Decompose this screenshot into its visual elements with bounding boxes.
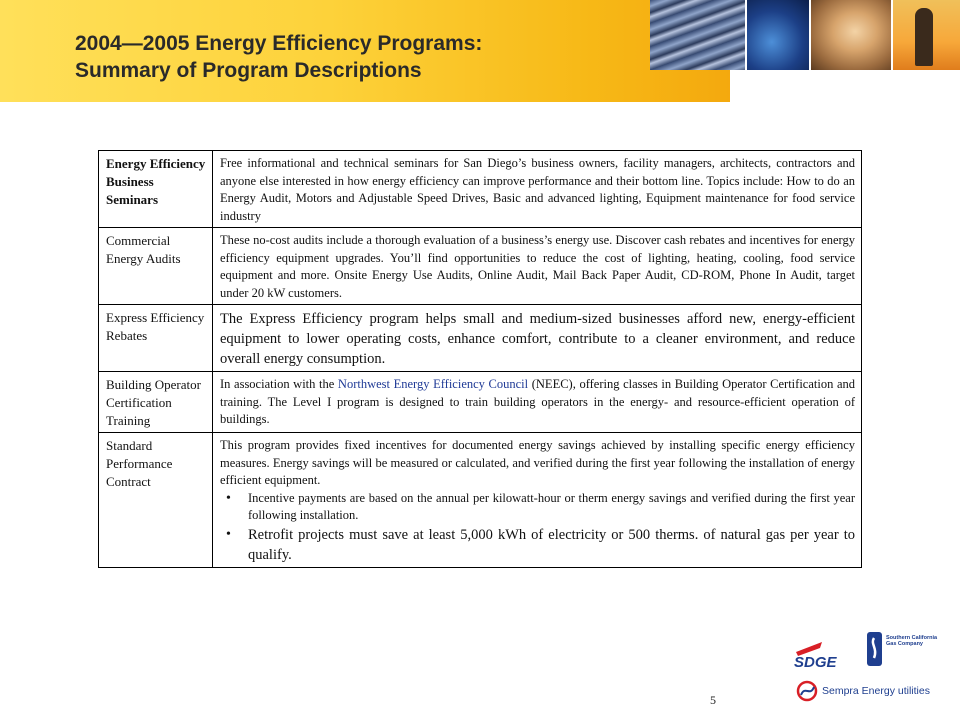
- program-description: [213, 433, 861, 567]
- title-line-2: Summary of Program Descriptions: [75, 59, 422, 82]
- laptop-photo: [747, 0, 809, 70]
- table-row: [99, 228, 861, 305]
- table-row: [99, 433, 861, 567]
- sempra-logo: [796, 678, 946, 706]
- page-number: 5: [710, 693, 716, 707]
- table-row: [99, 305, 861, 372]
- title-line-1: 2004—2005 Energy Efficiency Programs:: [75, 32, 483, 55]
- woman-photo: [811, 0, 891, 70]
- program-description: Free informational and technical seminars for San Diego’s business owners, facility managers, architects, contractors and anyone else interested in how energy efficiency can improve performance and their bottom line. Topics include: How to do an Energy Audit, Motors and Adjustable Speed Drives, Basic and advanced lighting, Equipment maintenance for food service industry: [220, 156, 855, 223]
- program-name: Energy Efficiency Business Seminars: [99, 151, 213, 227]
- page-title: [75, 30, 482, 84]
- program-description: The Express Efficiency program helps small and medium-sized businesses afford new, energy-efficient equipment to lower operating costs, enhance comfort, contribute to a cleaner environment, and reduce overall energy consumption.: [220, 311, 855, 367]
- bullet-item: • Incentive payments are based on the annual per kilowatt-hour or therm energy savings and verified during the first year following installation.: [220, 490, 855, 525]
- socalgas-logo-text: Southern California Gas Company: [886, 635, 938, 648]
- lineworker-photo: [893, 0, 960, 70]
- header-photo-strip: [650, 0, 960, 70]
- description-text: This program provides fixed incentives for documented energy savings achieved by installing specific energy efficiency measures. Energy savings will be measured or calculated, and verified during the first year following the installation of energy efficient equipment.: [220, 438, 855, 487]
- program-description: [213, 372, 861, 432]
- program-description: These no-cost audits include a thorough evaluation of a business’s energy use. Discover cash rebates and incentives for energy efficiency equipment upgrades. You’ll find opportunities to reduce the cost of lighting, heating, cooling, food service equipment and more. Onsite Energy Use Audits, Online Audit, Mail Back Paper Audit, CD-ROM, Phone In Audit, target under 20 kW customers.: [220, 233, 855, 300]
- table-row: [99, 151, 861, 228]
- socalgas-logo: [866, 628, 938, 672]
- neec-link[interactable]: Northwest Energy Efficiency Council: [337, 377, 529, 391]
- program-name: Standard Performance Contract: [99, 433, 213, 567]
- program-name: Building Operator Certification Training: [99, 372, 213, 432]
- header-banner: [0, 0, 730, 102]
- table-row: [99, 372, 861, 433]
- program-name: Commercial Energy Audits: [99, 228, 213, 304]
- programs-table: [98, 150, 862, 568]
- bullet-list: [220, 490, 855, 565]
- sdge-logo: [792, 640, 844, 670]
- sempra-logo-text: Sempra Energy utilities: [822, 685, 930, 697]
- svg-text:SDGE: SDGE: [794, 654, 837, 670]
- description-text: In association with the: [220, 377, 338, 391]
- program-name: Express Efficiency Rebates: [99, 305, 213, 371]
- bullet-item: • Retrofit projects must save at least 5,000 kWh of electricity or 500 therms. of natural gas per year to qualify.: [220, 525, 855, 565]
- description-text: (NEEC), offering classes in Building Operator Certification and training. The Level I program is designed to train building operators in the energy- and resource-efficient operation of buildings.: [220, 377, 855, 426]
- pipes-photo: [650, 0, 745, 70]
